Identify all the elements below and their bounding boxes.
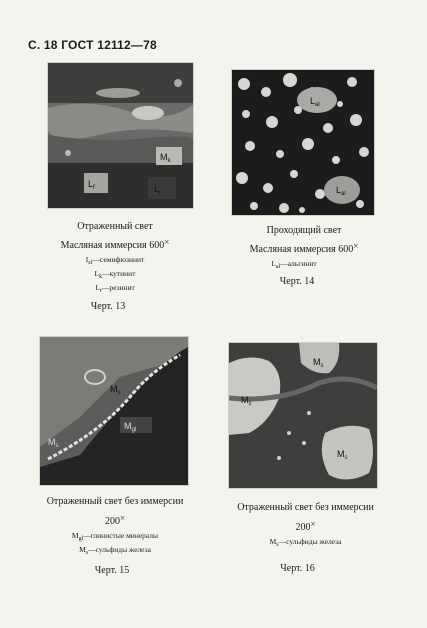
label-ms-right: $M_s$ <box>337 449 348 461</box>
label-lf: $L_f$ <box>88 179 95 191</box>
label-ms-left: $M_s$ <box>48 437 59 449</box>
legend-item: $M_s—сульфиды$ железа <box>269 537 342 548</box>
label-mgl: $M_{gl}$ <box>124 421 137 433</box>
micrograph-13 <box>48 63 193 208</box>
figure-number: Черт. 14 <box>279 276 315 287</box>
figure-number: Черт. 13 <box>90 301 126 312</box>
label-lk: $M_k$ <box>160 152 171 164</box>
figure-number: Черт. 15 <box>94 565 130 576</box>
figure-number: Черт. 16 <box>280 563 315 574</box>
legend-item: $L_k—кутинит$ <box>94 269 136 280</box>
caption-15 <box>25 497 205 576</box>
caption-16 <box>218 503 393 574</box>
label-lal-top: $L_{al}$ <box>310 96 320 108</box>
caption-title: Проходящий свет <box>266 225 342 236</box>
label-ms-left: $M_s$ <box>241 395 252 407</box>
caption-title: Отраженный свет без иммерсии <box>237 502 374 513</box>
caption-immersion: Масляная иммерсия 600× <box>249 241 359 255</box>
legend-item: $M_{gl}—глинистые$ минералы <box>71 531 159 542</box>
caption-title: Отраженный свет без иммерсии <box>46 496 184 507</box>
page-header: С. 18 ГОСТ 12112—78 <box>28 38 157 52</box>
legend-item: $L_{al}—альгинит$ <box>271 259 317 270</box>
label-ms-top: $M_s$ <box>110 384 121 396</box>
caption-immersion: 200× <box>295 519 316 533</box>
caption-13 <box>30 222 200 312</box>
caption-immersion: 200× <box>104 513 126 527</box>
label-lal-bottom: $L_{al}$ <box>336 185 346 197</box>
label-ms-top: $M_s$ <box>313 357 324 369</box>
caption-title: Отраженный свет <box>77 221 153 232</box>
micrograph-16 <box>229 343 377 488</box>
label-lr: $L_r$ <box>154 184 162 196</box>
caption-14 <box>224 226 384 287</box>
legend-item: $M_s—сульфиды$ железа <box>79 545 151 556</box>
legend-item: $L_r—резинит$ <box>95 283 135 294</box>
legend-item: $I_{sf}—семифюзинит$ <box>85 255 145 266</box>
micrograph-15 <box>40 337 188 485</box>
caption-immersion: Масляная иммерсия 600× <box>60 237 170 251</box>
micrograph-14 <box>232 70 374 215</box>
